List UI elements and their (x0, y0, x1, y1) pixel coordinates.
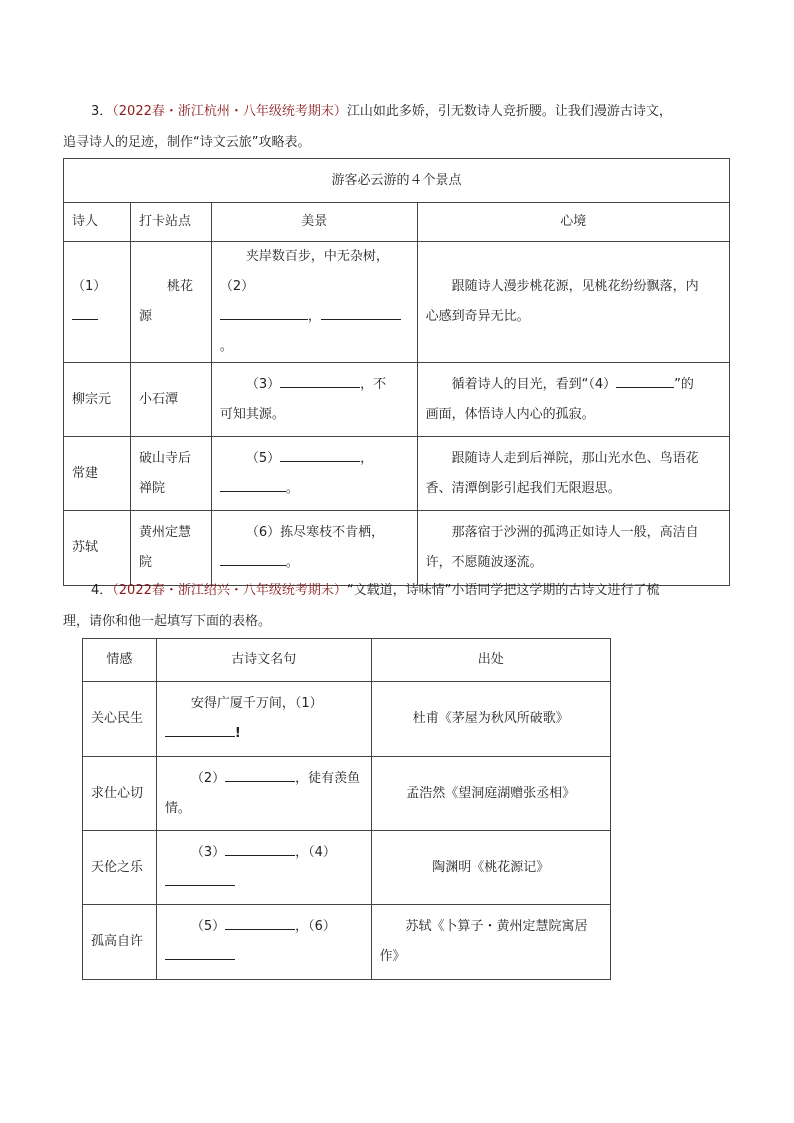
answer-blank[interactable] (616, 373, 674, 388)
answer-blank[interactable] (321, 305, 401, 320)
site-cell: 小石潭 (130, 363, 211, 437)
scene-text: （6）拣尽寒枝不肯栖， (245, 525, 385, 540)
table-row (64, 242, 730, 363)
answer-blank[interactable] (280, 447, 360, 462)
table-row (64, 437, 730, 511)
mood-text: 许，不愿随波逐流。 (425, 555, 543, 570)
source-cell: 陶渊明《桃花源记》 (371, 831, 611, 905)
site-cell: 院 (138, 555, 152, 570)
header-poet: 诗人 (64, 203, 131, 242)
table-row (83, 831, 611, 905)
scene-text: 可知其源。 (219, 406, 285, 422)
table-row (64, 363, 730, 437)
header-mood: 心境 (417, 203, 729, 242)
poet-cell: 常建 (64, 437, 131, 511)
scene-text: ， (360, 450, 374, 466)
mood-text: 香、清潭倒影引起我们无限遐思。 (425, 480, 621, 496)
line-text: 情。 (164, 800, 191, 816)
scene-text: 。 (219, 339, 233, 354)
table-row (83, 905, 611, 980)
line-text: （5） (190, 919, 226, 934)
scene-text: 。 (285, 555, 299, 570)
header-scene: 美景 (211, 203, 417, 242)
question-text: 理，请你和他一起填写下面的表格。 (63, 614, 272, 629)
line-text: （3） (190, 844, 226, 860)
emotion-cell: 孤高自许 (83, 905, 157, 980)
mood-text: 循着诗人的目光，看到“（4） (451, 376, 617, 392)
table-row (83, 682, 611, 757)
scene-text: 。 (285, 480, 299, 496)
poetry-travel-table (63, 158, 730, 586)
header-emotion: 情感 (83, 639, 157, 682)
source-cell: 孟浩然《望洞庭湖赠张丞相》 (371, 757, 611, 831)
question-source: （2022春・浙江杭州・八年级统考期末） (112, 104, 347, 119)
header-site: 打卡站点 (130, 203, 211, 242)
poet-cell: （1） (72, 279, 107, 294)
answer-blank[interactable] (225, 767, 295, 782)
answer-blank[interactable] (220, 477, 286, 492)
line-text: ，徒有羡鱼 (295, 770, 361, 786)
answer-blank[interactable] (165, 722, 235, 737)
poet-cell: 柳宗元 (64, 363, 131, 437)
scene-text: （5） (245, 450, 281, 466)
answer-blank[interactable] (280, 373, 360, 388)
emotion-cell: 关心民生 (83, 682, 157, 757)
poet-cell: 苏轼 (64, 511, 131, 586)
line-text: ! (234, 726, 241, 741)
question-number: 3． (91, 104, 113, 119)
line-text: 安得广厦千万间，（1） (190, 696, 323, 711)
line-text: （2） (190, 770, 226, 786)
table-caption: 游客必云游的４个景点 (64, 159, 730, 203)
answer-blank[interactable] (72, 305, 98, 320)
emotion-cell: 天伦之乐 (83, 831, 157, 905)
answer-blank[interactable] (220, 551, 286, 566)
site-cell: 禅院 (138, 480, 165, 496)
answer-blank[interactable] (165, 945, 235, 960)
poetry-emotion-table (82, 638, 611, 980)
source-cell: 苏轼《卜算子・黄州定慧院寓居 (405, 919, 588, 934)
table-row (83, 757, 611, 831)
line-text: ，（6） (295, 919, 336, 934)
answer-blank[interactable] (165, 871, 235, 886)
answer-blank[interactable] (220, 305, 308, 320)
mood-text: 跟随诗人漫步桃花源，见桃花纷纷飘落，内 (451, 279, 699, 294)
answer-blank[interactable] (225, 915, 295, 930)
header-line: 古诗文名句 (156, 639, 371, 682)
site-cell: 源 (138, 309, 152, 324)
scene-text: （3） (245, 376, 281, 392)
mood-text: ”的 (674, 376, 694, 392)
site-cell: 桃花 (166, 279, 193, 294)
question-text: “文载道，诗味情”小语同学把这学期的古诗文进行了梳 (346, 583, 660, 598)
question-text: 追寻诗人的足迹，制作“诗文云旅”攻略表。 (63, 135, 311, 150)
answer-blank[interactable] (225, 841, 295, 856)
question-source: （2022春・浙江绍兴・八年级统考期末） (112, 583, 347, 598)
question-3-stem (63, 96, 731, 158)
question-number: 4． (91, 583, 113, 598)
site-cell: 破山寺后 (138, 450, 191, 466)
header-source: 出处 (371, 639, 611, 682)
mood-text: 跟随诗人走到后禅院，那山光水色、鸟语花 (451, 450, 699, 466)
scene-text: ， (307, 309, 321, 324)
scene-text: ，不 (360, 376, 387, 392)
line-text: ，（4） (295, 844, 336, 860)
question-4-stem (63, 575, 731, 637)
source-cell: 作》 (379, 949, 406, 964)
emotion-cell: 求仕心切 (83, 757, 157, 831)
question-text: 江山如此多娇，引无数诗人竞折腰。让我们漫游古诗文， (346, 104, 672, 119)
mood-text: 画面，体悟诗人内心的孤寂。 (425, 406, 595, 422)
mood-text: 心感到奇异无比。 (425, 309, 530, 324)
mood-text: 那落宿于沙洲的孤鸿正如诗人一般，高洁自 (451, 525, 699, 540)
site-cell: 黄州定慧 (138, 525, 191, 540)
scene-text: 夹岸数百步，中无杂树，（2） (219, 249, 389, 294)
source-cell: 杜甫《茅屋为秋风所破歌》 (371, 682, 611, 757)
